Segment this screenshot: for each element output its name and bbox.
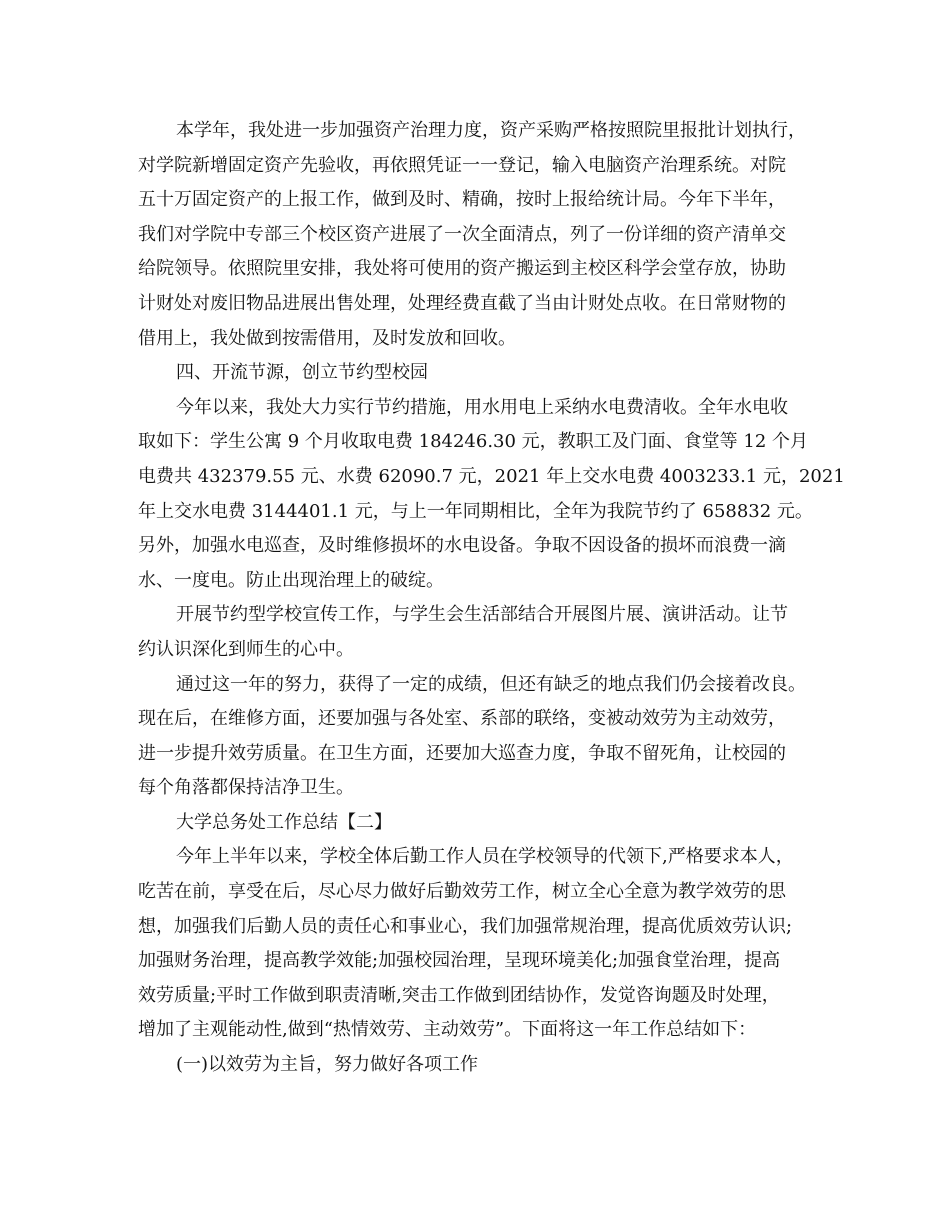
- text-line: 通过这一年的努力，获得了一定的成绩，但还有缺乏的地点我们仍会接着改良。: [176, 673, 806, 695]
- text-line: 水、一度电。防止出现治理上的破绽。: [138, 569, 444, 591]
- text-line: 我们对学院中专部三个校区资产进展了一次全面清点，列了一份详细的资产清单交: [138, 223, 786, 245]
- text-line: 电费共 432379.55 元、水费 62090.7 元，2021 年上交水电费 4003233.1 元，2021: [138, 465, 845, 487]
- text-line: 年上交水电费 3144401.1 元，与上一年同期相比，全年为我院节约了 658832 元。: [138, 500, 813, 522]
- text-line: 增加了主观能动性,做到“热情效劳、主动效劳”。下面将这一年工作总结如下：: [138, 1019, 757, 1041]
- text-line: 今年以来，我处大力实行节约措施，用水用电上采纳水电费清收。全年水电收: [176, 396, 788, 418]
- text-line: 吃苦在前，享受在后，尽心尽力做好后勤效劳工作，树立全心全意为教学效劳的思: [138, 881, 786, 903]
- text-line: 借用上，我处做到按需借用，及时发放和回收。: [138, 327, 516, 349]
- text-line: 大学总务处工作总结【二】: [176, 811, 392, 833]
- text-line: 计财处对废旧物品进展出售处理，处理经费直截了当由计财处点收。在日常财物的: [138, 292, 786, 314]
- text-line: 取如下：学生公寓 9 个月收取电费 184246.30 元，教职工及门面、食堂等 12 个月: [138, 431, 809, 453]
- text-line: 效劳质量;平时工作做到职责清晰,突击工作做到团结协作，发觉咨询题及时处理，: [138, 984, 780, 1006]
- text-line: 每个角落都保持洁净卫生。: [138, 777, 354, 799]
- text-line: 今年上半年以来，学校全体后勤工作人员在学校领导的代领下,严格要求本人，: [176, 846, 794, 868]
- text-line: 现在后，在维修方面，还要加强与各处室、系部的联络，变被动效劳为主动效劳，: [138, 708, 786, 730]
- text-line: 对学院新增固定资产先验收，再依照凭证一一登记，输入电脑资产治理系统。对院: [138, 154, 786, 176]
- text-line: (一)以效劳为主旨，努力做好各项工作: [176, 1054, 479, 1076]
- document-body: [138, 114, 845, 1083]
- text-line: 另外，加强水电巡查，及时维修损坏的水电设备。争取不因设备的损坏而浪费一滴: [138, 535, 786, 557]
- text-line: 想，加强我们后勤人员的责任心和事业心，我们加强常规治理，提高优质效劳认识;: [138, 915, 793, 937]
- text-line: 约认识深化到师生的心中。: [138, 638, 354, 660]
- text-line: 加强财务治理，提高教学效能;加强校园治理，呈现环境美化;加强食堂治理，提高: [138, 950, 781, 972]
- text-line: 四、开流节源，创立节约型校园: [176, 362, 428, 384]
- text-line: 给院领导。依照院里安排，我处将可使用的资产搬运到主校区科学会堂存放，协助: [138, 258, 786, 280]
- text-line: 进一步提升效劳质量。在卫生方面，还要加大巡查力度，争取不留死角，让校园的: [138, 742, 786, 764]
- text-line: 开展节约型学校宣传工作，与学生会生活部结合开展图片展、演讲活动。让节: [176, 604, 788, 626]
- text-line: 本学年，我处进一步加强资产治理力度，资产采购严格按照院里报批计划执行，: [176, 120, 806, 141]
- text-line: 五十万固定资产的上报工作，做到及时、精确，按时上报给统计局。今年下半年，: [138, 189, 786, 211]
